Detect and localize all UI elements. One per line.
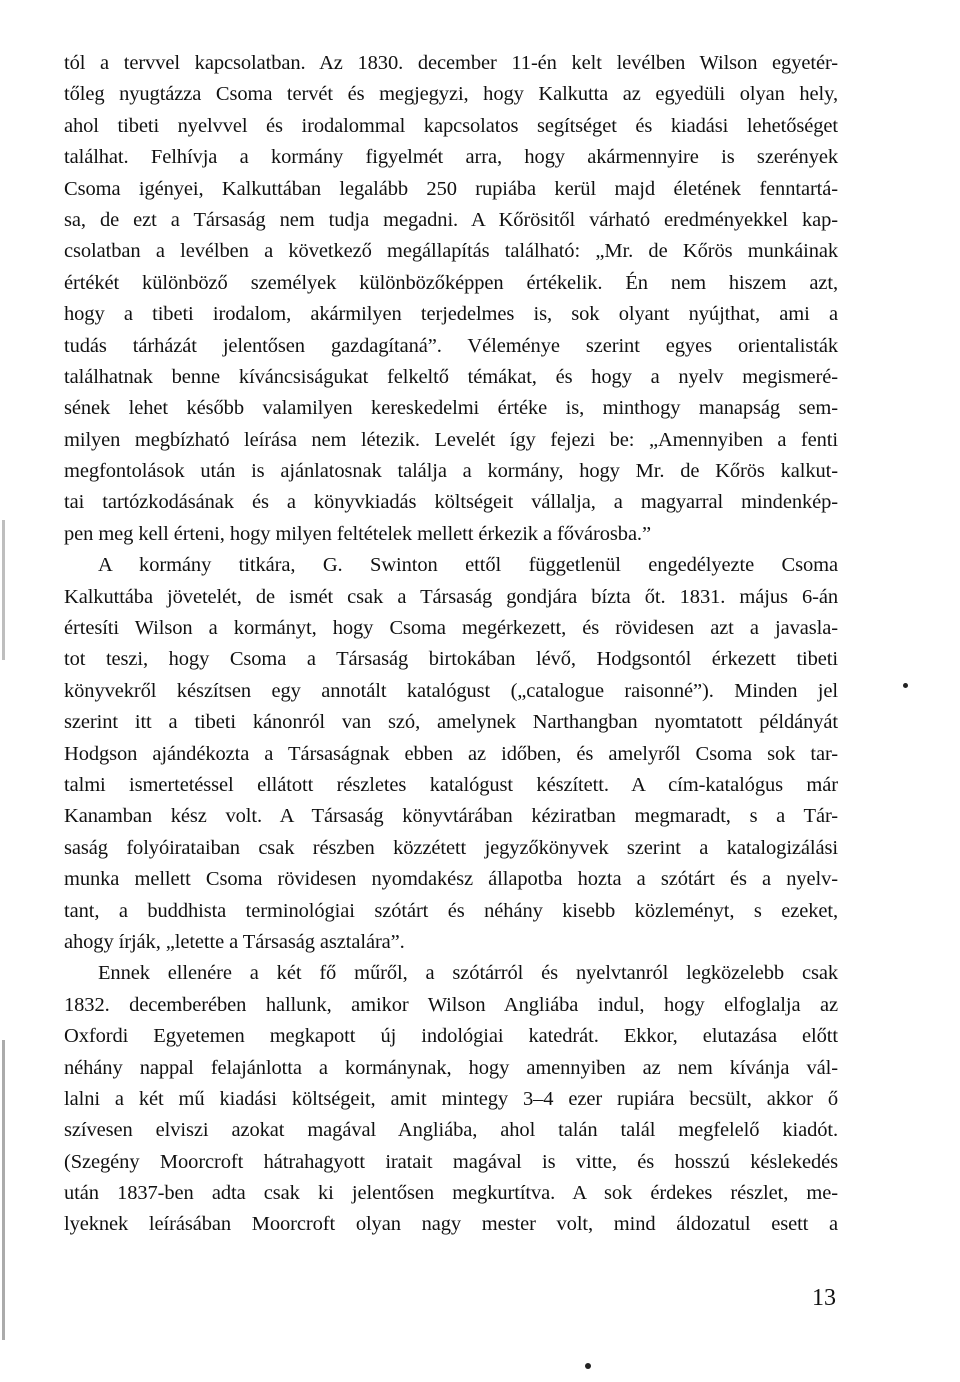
text-line: munka mellett Csoma rövidesen nyomdakész állapotba hozta a szótárt és a nyelv-: [64, 868, 838, 891]
scan-edge-mark: [2, 1040, 5, 1340]
text-line: tai tartózkodásának és a könyvkiadás költségeit vállalja, a magyarral mindenkép-: [64, 491, 838, 514]
text-line: szerint itt a tibeti kánonról van szó, amelynek Narthangban nyomtatott példányát: [64, 711, 838, 734]
text-line: 1832. decemberében hallunk, amikor Wilson Angliába indul, hogy elfoglalja az: [64, 993, 838, 1016]
text-line: könyvekről készítsen egy annotált katalógust („catalogue raisonné”). Minden jel: [64, 679, 838, 702]
text-line: milyen megbízható leírása nem létezik. Levelét így fejezi be: „Amennyiben a fenti: [64, 428, 838, 451]
text-line: Kalkuttába jövetelét, de ismét csak a Társaság gondjára bízta őt. 1831. május 6-án: [64, 585, 838, 608]
text-line: ahogy írják, „letette a Társaság asztalára”.: [64, 930, 405, 953]
text-line: értékét különböző személyek különbözőképpen értékelik. Én nem hiszem azt,: [64, 271, 838, 294]
text-line: A kormány titkára, G. Swinton ettől függetlenül engedélyezte Csoma: [98, 554, 838, 577]
text-line: (Szegény Moorcroft hátrahagyott iratait magával is vitte, és hosszú késlekedés: [64, 1150, 838, 1173]
text-line: sa, de ezt a Társaság nem tudja megadni. A Kőrösitől várható eredményekkel kap-: [64, 208, 838, 231]
text-line: ahol tibeti nyelvvel és irodalommal kapcsolatos segítséget és kiadási lehetőséget: [64, 114, 838, 137]
text-line: lalni a két mű kiadási költségeit, amit mintegy 3–4 ezer rupiára becsült, akkor ő: [64, 1087, 838, 1110]
text-line: csolatban a levélben a következő megállapítás található: „Mr. de Kőrös munkáinak: [64, 240, 838, 263]
text-line: pen meg kell érteni, hogy milyen feltételek mellett érkezik a fővárosba.”: [64, 522, 651, 545]
text-line: találhatnak benne kíváncsiságukat felkeltő témákat, és hogy a nyelv megismeré-: [64, 365, 838, 388]
text-line: szívesen elviszi azokat magával Angliába, ahol talán talál megfelelő kiadót.: [64, 1119, 838, 1142]
scan-edge-mark: [2, 520, 5, 660]
text-line: néhány nappal felajánlotta a kormánynak, hogy amennyiben az nem kívánja vál-: [64, 1056, 838, 1079]
text-line: találhat. Felhívja a kormány figyelmét arra, hogy akármennyire is szerények: [64, 146, 838, 169]
text-line: hogy a tibeti irodalom, akármilyen terjedelmes is, sok olyant nyújthat, ami a: [64, 303, 838, 326]
text-line: megfontolások után is ajánlatosnak találja a kormány, hogy Mr. de Kőrös kalkut-: [64, 460, 838, 483]
text-line: tól a tervvel kapcsolatban. Az 1830. december 11-én kelt levélben Wilson egyetér-: [64, 52, 838, 74]
page-body: [64, 48, 838, 1241]
text-line: Oxfordi Egyetemen megkapott új indológiai katedrát. Ekkor, elutazása előtt: [64, 1025, 838, 1048]
text-line: tant, a buddhista terminológiai szótárt és néhány kisebb közleményt, s ezeket,: [64, 899, 838, 922]
text-line: lyeknek leírásában Moorcroft olyan nagy mester volt, mind áldozatul esett a: [64, 1213, 838, 1236]
text-line: Ennek ellenére a két fő műről, a szótárról és nyelvtanról legközelebb csak: [98, 962, 838, 985]
scan-speck: [585, 1363, 591, 1369]
text-line: tudás tárházát jelentősen gazdagítaná”. Véleménye szerint egyes orientalisták: [64, 334, 838, 357]
text-line: tőleg nyugtázza Csoma tervét és megjegyzi, hogy Kalkutta az egyedüli olyan hely,: [64, 83, 838, 106]
text-line: értesíti Wilson a kormányt, hogy Csoma megérkezett, és rövidesen azt a javasla-: [64, 617, 838, 640]
text-line: után 1837-ben adta csak ki jelentősen megkurtítva. A sok érdekes részlet, me-: [64, 1182, 838, 1205]
text-line: Csoma igényei, Kalkuttában legalább 250 rupiába kerül majd életének fenntartá-: [64, 177, 838, 200]
text-line: sének lehet később valamilyen kereskedelmi értéke is, minthogy manapság sem-: [64, 397, 838, 420]
text-line: Kanamban kész volt. A Társaság könyvtárában kéziratban megmaradt, s a Tár-: [64, 805, 838, 828]
text-line: Hodgson ajándékozta a Társaságnak ebben az időben, és amelyről Csoma sok tar-: [64, 742, 838, 765]
page-number: 13: [812, 1285, 836, 1311]
scan-speck: [903, 683, 908, 688]
text-line: saság folyóirataiban csak részben közzétett jegyzőkönyvek szerint a katalogizálási: [64, 836, 838, 859]
text-line: talmi ismertetéssel ellátott részletes katalógust készített. A cím-katalógus már: [64, 773, 838, 796]
text-line: tot teszi, hogy Csoma a Társaság birtokában lévő, Hodgsontól érkezett tibeti: [64, 648, 838, 671]
